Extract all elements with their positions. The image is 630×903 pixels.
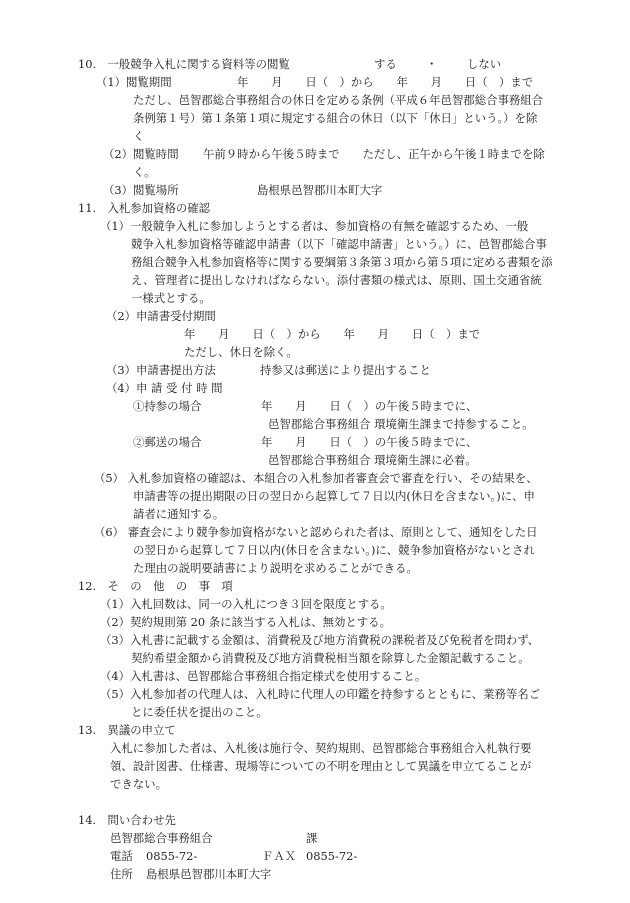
s11-p4-a-date: 年 月 日（ ）の午後５時までに、	[261, 399, 478, 413]
viewing-period-note-1: ただし、邑智郡総合事務組合の休日を定める条例（平成６年邑智郡総合事務組合	[133, 93, 544, 107]
s11-p6-line-2: の翌日から起算して７日以内(休日を含まない。)に、競争参加資格がないとされ	[133, 543, 535, 557]
fax-number: 0855-72-	[306, 849, 358, 863]
s11-p1-line-4: え、管理者に提出しなければならない。添付書類の様式は、原則、国土交通省統	[131, 273, 542, 287]
s11-p2-dates: 年 月 日（ ）から 年 月 日（ ）まで	[184, 327, 481, 341]
address-text: 島根県邑智郡川本町大字	[146, 867, 272, 881]
s12-item-1: （1）入札回数は、同一の入札につき３回を限度とする。	[100, 597, 392, 611]
contact-dept: 課	[306, 831, 318, 845]
s11-p4-b-label: ②郵送の場合	[133, 435, 202, 449]
viewing-period-note-3: く	[133, 129, 145, 143]
s12-item-5-line-2: とに委任状を提出のこと。	[131, 705, 268, 719]
s11-p4-a-text: 邑智郡総合事務組合 環境衛生課まで持参すること。	[268, 417, 534, 431]
s12-item-3-line-1: （3）入札書に記載する金額は、消費税及び地方消費税の課税者及び免税者を問わず、	[100, 633, 540, 647]
s11-p4-b-text: 邑智郡総合事務組合 環境衛生課に必着。	[268, 453, 477, 467]
s11-p2-label: （2）申請書受付期間	[106, 309, 216, 323]
s13-line-3: できない。	[110, 777, 167, 791]
s11-p6-line-1: （6） 審査会により競争参加資格がないと認められた者は、原則として、通知をした日	[94, 525, 538, 539]
viewing-period-dates: 年 月 日（ ）から 年 月 日（ ）まで	[237, 75, 534, 89]
viewing-place-text: 島根県邑智郡川本町大字	[257, 183, 383, 197]
viewing-hours-cont: く。	[133, 165, 156, 179]
s11-p2-note: ただし、休日を除く。	[184, 345, 298, 359]
viewing-period-note-2: 条例第１号）第１条第１項に規定する組合の休日（以下「休日」という。）を除	[133, 111, 538, 125]
s11-p3-label: （3）申請書提出方法	[106, 363, 216, 377]
viewing-hours-label: （2）閲覧時間	[103, 147, 179, 161]
address-label: 住所	[110, 867, 133, 881]
viewing-period-label: （1）閲覧期間	[96, 75, 172, 89]
s11-p3-text: 持参又は郵送により提出すること	[260, 363, 431, 377]
s13-line-2: 領、設計図書、仕様書、現場等についての不明を理由として異議を申立てることが	[110, 759, 532, 773]
s11-p4-b-date: 年 月 日（ ）の午後５時までに、	[261, 435, 478, 449]
option-separator: ・	[426, 57, 438, 71]
s11-p1-line-1: （1）一般競争入札に参加しようとする者は、参加資格の有無を確認するため、一般	[100, 219, 529, 233]
section-14-heading: 14. 問い合わせ先	[78, 813, 176, 827]
s11-p5-line-3: 請者に通知する。	[133, 507, 225, 521]
section-13-heading: 13. 異議の申立て	[78, 723, 176, 737]
s11-p5-line-1: （5） 入札参加資格の確認は、本組合の入札参加者審査会で審査を行い、その結果を、	[94, 471, 538, 485]
option-yes: する	[374, 57, 397, 71]
s13-line-1: 入札に参加した者は、入札後は施行令、契約規則、邑智郡総合事務組合入札執行要	[110, 741, 532, 755]
section-10-heading: 10. 一般競争入札に関する資料等の閲覧	[78, 57, 290, 71]
s11-p4-a-label: ①持参の場合	[133, 399, 202, 413]
s12-item-2: （2）契約規則第 20 条に該当する入札は、無効とする。	[100, 615, 391, 629]
viewing-place-label: （3）閲覧場所	[103, 183, 179, 197]
contact-org: 邑智郡総合事務組合	[110, 831, 213, 845]
tel-label: 電話	[110, 849, 133, 863]
s11-p6-line-3: た理由の説明要請書により説明を求めることができる。	[133, 561, 418, 575]
s11-p1-line-2: 競争入札参加資格等確認申請書（以下「確認申請書」という。）に、邑智郡総合事	[131, 237, 547, 251]
section-12-heading: 12. そ の 他 の 事 項	[78, 579, 233, 593]
s12-item-5-line-1: （5）入札参加者の代理人は、入札時に代理人の印鑑を持参するとともに、業務等名ご	[100, 687, 541, 701]
s11-p1-line-3: 務組合競争入札参加資格等に関する要綱第３条第３項から第５項に定める書類を添	[131, 255, 553, 269]
fax-label: ＦＡＸ	[262, 849, 297, 863]
tel-number: 0855-72-	[146, 849, 198, 863]
s11-p5-line-2: 申請書等の提出期限の日の翌日から起算して７日以内(休日を含まない。)に、申	[133, 489, 535, 503]
s12-item-3-line-2: 契約希望金額から消費税及び地方消費税相当額を除算した金額記載すること。	[131, 651, 530, 665]
s12-item-4: （4）入札書は、邑智郡総合事務組合指定様式を使用すること。	[100, 669, 427, 683]
viewing-hours-text: 午前９時から午後５時まで ただし、正午から午後１時までを除	[203, 147, 545, 161]
section-11-heading: 11. 入札参加資格の確認	[78, 201, 211, 215]
s11-p1-line-5: 一様式とする。	[131, 291, 211, 305]
s11-p4-label: （4）申 請 受 付 時 間	[106, 381, 223, 395]
option-no: しない	[467, 57, 502, 71]
